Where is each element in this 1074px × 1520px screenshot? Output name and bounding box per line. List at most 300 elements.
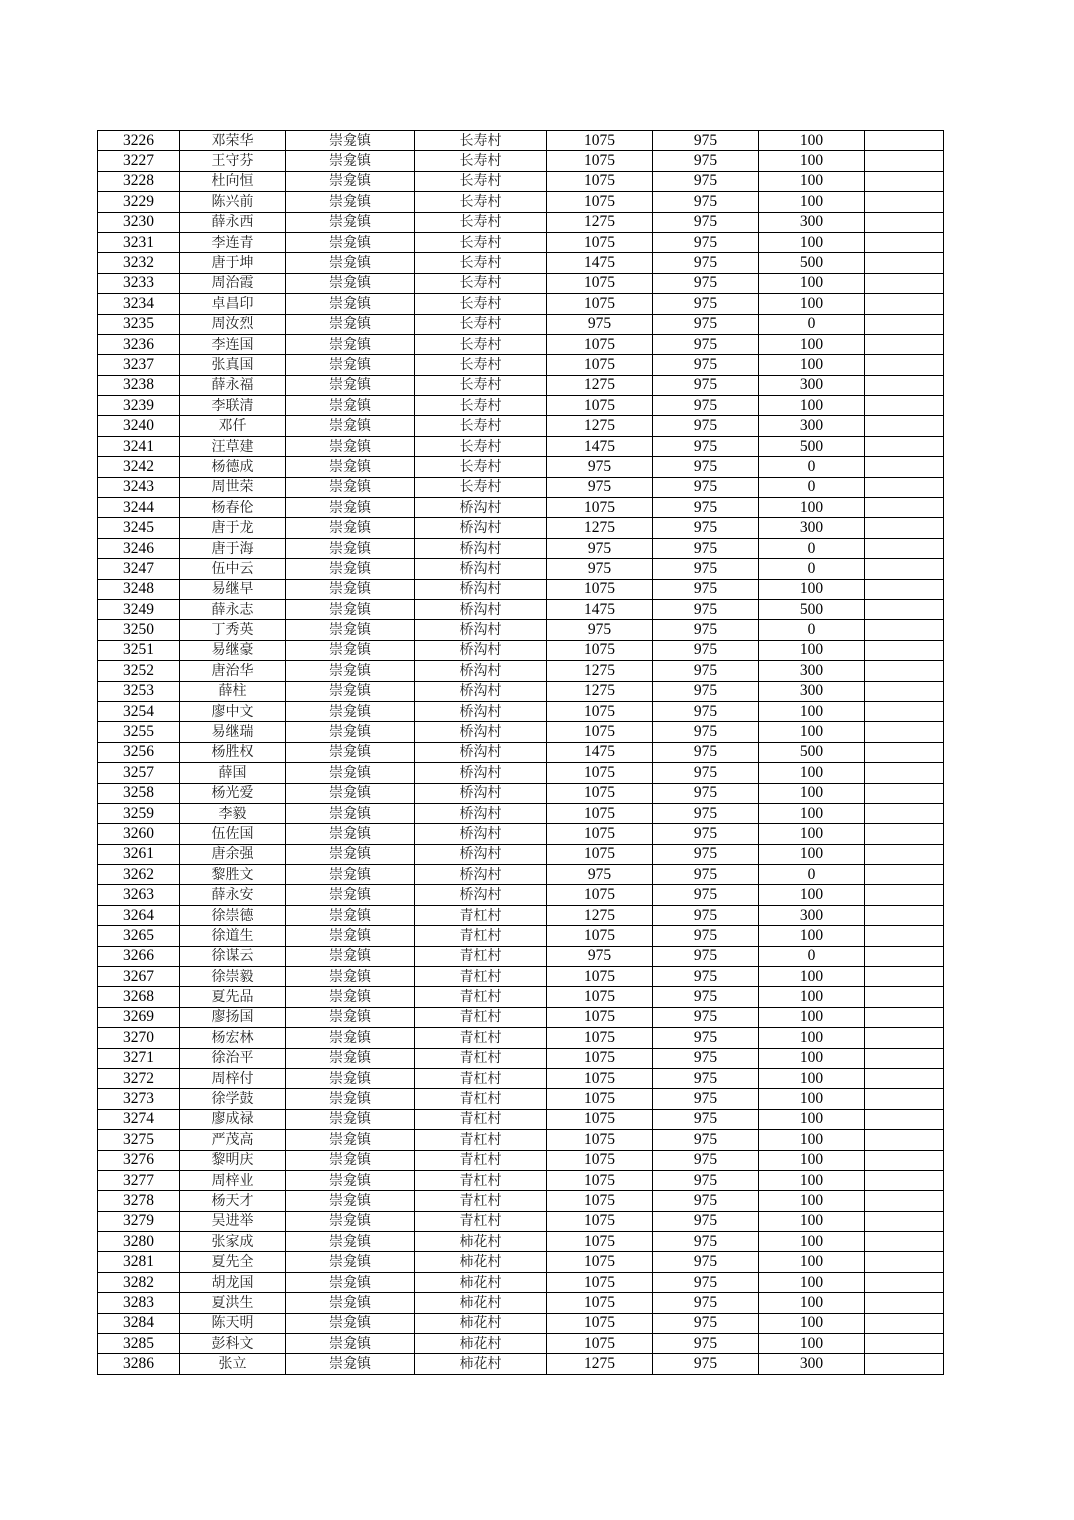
difference-cell: 0 (759, 946, 865, 966)
table-row (98, 294, 944, 314)
name-cell: 周梓付 (180, 1068, 286, 1088)
difference-cell: 500 (759, 742, 865, 762)
standard-cell: 975 (653, 1252, 759, 1272)
amount-cell: 975 (547, 865, 653, 885)
table-row (98, 151, 944, 171)
name-cell: 李毅 (180, 803, 286, 823)
table-row (98, 314, 944, 334)
town-cell: 崇龛镇 (286, 1313, 415, 1333)
remark-cell (865, 375, 944, 395)
difference-cell: 100 (759, 783, 865, 803)
village-cell: 柿花村 (415, 1354, 547, 1374)
town-cell: 崇龛镇 (286, 885, 415, 905)
name-cell: 伍佐国 (180, 824, 286, 844)
town-cell: 崇龛镇 (286, 518, 415, 538)
table-row (98, 1252, 944, 1272)
town-cell: 崇龛镇 (286, 294, 415, 314)
difference-cell: 100 (759, 232, 865, 252)
remark-cell (865, 232, 944, 252)
amount-cell: 1075 (547, 824, 653, 844)
id-cell: 3257 (98, 763, 180, 783)
amount-cell: 1075 (547, 967, 653, 987)
standard-cell: 975 (653, 151, 759, 171)
amount-cell: 1075 (547, 151, 653, 171)
name-cell: 张真国 (180, 355, 286, 375)
id-cell: 3255 (98, 722, 180, 742)
standard-cell: 975 (653, 273, 759, 293)
remark-cell (865, 681, 944, 701)
town-cell: 崇龛镇 (286, 783, 415, 803)
table-row (98, 232, 944, 252)
table-row (98, 1109, 944, 1129)
amount-cell: 1075 (547, 1089, 653, 1109)
table-row (98, 1130, 944, 1150)
remark-cell (865, 783, 944, 803)
difference-cell: 0 (759, 559, 865, 579)
standard-cell: 975 (653, 722, 759, 742)
remark-cell (865, 538, 944, 558)
difference-cell: 300 (759, 661, 865, 681)
table-row (98, 1068, 944, 1088)
name-cell: 薛永志 (180, 599, 286, 619)
name-cell: 汪草建 (180, 436, 286, 456)
id-cell: 3272 (98, 1068, 180, 1088)
id-cell: 3286 (98, 1354, 180, 1374)
id-cell: 3246 (98, 538, 180, 558)
standard-cell: 975 (653, 334, 759, 354)
town-cell: 崇龛镇 (286, 1334, 415, 1354)
village-cell: 长寿村 (415, 192, 547, 212)
amount-cell: 1075 (547, 294, 653, 314)
table-row (98, 457, 944, 477)
standard-cell: 975 (653, 1211, 759, 1231)
standard-cell: 975 (653, 436, 759, 456)
difference-cell: 100 (759, 192, 865, 212)
standard-cell: 975 (653, 212, 759, 232)
amount-cell: 975 (547, 620, 653, 640)
table-row (98, 967, 944, 987)
village-cell: 桥沟村 (415, 701, 547, 721)
difference-cell: 100 (759, 171, 865, 191)
town-cell: 崇龛镇 (286, 946, 415, 966)
standard-cell: 975 (653, 599, 759, 619)
standard-cell: 975 (653, 192, 759, 212)
difference-cell: 100 (759, 1211, 865, 1231)
amount-cell: 1075 (547, 131, 653, 151)
amount-cell: 1075 (547, 926, 653, 946)
amount-cell: 1275 (547, 518, 653, 538)
table-row (98, 905, 944, 925)
amount-cell: 1275 (547, 1354, 653, 1374)
table-row (98, 1089, 944, 1109)
remark-cell (865, 967, 944, 987)
id-cell: 3269 (98, 1007, 180, 1027)
standard-cell: 975 (653, 987, 759, 1007)
table-row (98, 763, 944, 783)
standard-cell: 975 (653, 803, 759, 823)
town-cell: 崇龛镇 (286, 926, 415, 946)
id-cell: 3261 (98, 844, 180, 864)
remark-cell (865, 1089, 944, 1109)
id-cell: 3231 (98, 232, 180, 252)
town-cell: 崇龛镇 (286, 1272, 415, 1292)
id-cell: 3245 (98, 518, 180, 538)
name-cell: 杨宏林 (180, 1028, 286, 1048)
name-cell: 易继瑞 (180, 722, 286, 742)
difference-cell: 100 (759, 1272, 865, 1292)
difference-cell: 300 (759, 416, 865, 436)
table-row (98, 1272, 944, 1292)
difference-cell: 0 (759, 457, 865, 477)
id-cell: 3226 (98, 131, 180, 151)
remark-cell (865, 1211, 944, 1231)
table-row (98, 1293, 944, 1313)
town-cell: 崇龛镇 (286, 538, 415, 558)
standard-cell: 975 (653, 926, 759, 946)
remark-cell (865, 273, 944, 293)
difference-cell: 100 (759, 1089, 865, 1109)
remark-cell (865, 1028, 944, 1048)
difference-cell: 100 (759, 824, 865, 844)
town-cell: 崇龛镇 (286, 1232, 415, 1252)
amount-cell: 1275 (547, 375, 653, 395)
table-body (98, 131, 944, 1375)
standard-cell: 975 (653, 579, 759, 599)
remark-cell (865, 763, 944, 783)
village-cell: 青杠村 (415, 1150, 547, 1170)
town-cell: 崇龛镇 (286, 273, 415, 293)
amount-cell: 1075 (547, 498, 653, 518)
village-cell: 青杠村 (415, 1170, 547, 1190)
village-cell: 青杠村 (415, 967, 547, 987)
amount-cell: 1075 (547, 1272, 653, 1292)
amount-cell: 1075 (547, 192, 653, 212)
name-cell: 杨德成 (180, 457, 286, 477)
village-cell: 桥沟村 (415, 661, 547, 681)
town-cell: 崇龛镇 (286, 1089, 415, 1109)
remark-cell (865, 1293, 944, 1313)
amount-cell: 1075 (547, 1313, 653, 1333)
standard-cell: 975 (653, 518, 759, 538)
village-cell: 长寿村 (415, 457, 547, 477)
standard-cell: 975 (653, 416, 759, 436)
name-cell: 唐治华 (180, 661, 286, 681)
standard-cell: 975 (653, 314, 759, 334)
town-cell: 崇龛镇 (286, 457, 415, 477)
town-cell: 崇龛镇 (286, 1170, 415, 1190)
amount-cell: 1275 (547, 905, 653, 925)
village-cell: 柿花村 (415, 1313, 547, 1333)
village-cell: 青杠村 (415, 1028, 547, 1048)
remark-cell (865, 1109, 944, 1129)
name-cell: 黎胜文 (180, 865, 286, 885)
standard-cell: 975 (653, 1232, 759, 1252)
village-cell: 长寿村 (415, 131, 547, 151)
name-cell: 薛国 (180, 763, 286, 783)
table-row (98, 803, 944, 823)
standard-cell: 975 (653, 375, 759, 395)
difference-cell: 100 (759, 1170, 865, 1190)
name-cell: 邓仟 (180, 416, 286, 436)
difference-cell: 0 (759, 620, 865, 640)
village-cell: 柿花村 (415, 1272, 547, 1292)
name-cell: 伍中云 (180, 559, 286, 579)
id-cell: 3280 (98, 1232, 180, 1252)
name-cell: 周治霞 (180, 273, 286, 293)
id-cell: 3237 (98, 355, 180, 375)
name-cell: 徐崇德 (180, 905, 286, 925)
amount-cell: 1075 (547, 1211, 653, 1231)
id-cell: 3247 (98, 559, 180, 579)
difference-cell: 500 (759, 599, 865, 619)
standard-cell: 975 (653, 1068, 759, 1088)
remark-cell (865, 1068, 944, 1088)
table-row (98, 1211, 944, 1231)
village-cell: 长寿村 (415, 355, 547, 375)
difference-cell: 100 (759, 640, 865, 660)
amount-cell: 1075 (547, 579, 653, 599)
standard-cell: 975 (653, 620, 759, 640)
table-row (98, 640, 944, 660)
table-row (98, 192, 944, 212)
remark-cell (865, 294, 944, 314)
standard-cell: 975 (653, 294, 759, 314)
id-cell: 3273 (98, 1089, 180, 1109)
id-cell: 3252 (98, 661, 180, 681)
remark-cell (865, 824, 944, 844)
id-cell: 3258 (98, 783, 180, 803)
id-cell: 3256 (98, 742, 180, 762)
town-cell: 崇龛镇 (286, 1048, 415, 1068)
village-cell: 桥沟村 (415, 620, 547, 640)
name-cell: 唐于海 (180, 538, 286, 558)
village-cell: 青杠村 (415, 926, 547, 946)
name-cell: 周汝烈 (180, 314, 286, 334)
remark-cell (865, 518, 944, 538)
remark-cell (865, 661, 944, 681)
name-cell: 李联清 (180, 396, 286, 416)
id-cell: 3232 (98, 253, 180, 273)
village-cell: 长寿村 (415, 151, 547, 171)
remark-cell (865, 171, 944, 191)
remark-cell (865, 1334, 944, 1354)
standard-cell: 975 (653, 1109, 759, 1129)
id-cell: 3248 (98, 579, 180, 599)
remark-cell (865, 926, 944, 946)
difference-cell: 300 (759, 681, 865, 701)
table-row (98, 273, 944, 293)
amount-cell: 1475 (547, 599, 653, 619)
name-cell: 易继豪 (180, 640, 286, 660)
difference-cell: 100 (759, 1293, 865, 1313)
remark-cell (865, 355, 944, 375)
difference-cell: 100 (759, 1191, 865, 1211)
remark-cell (865, 1170, 944, 1190)
difference-cell: 100 (759, 763, 865, 783)
town-cell: 崇龛镇 (286, 599, 415, 619)
village-cell: 长寿村 (415, 232, 547, 252)
table-row (98, 579, 944, 599)
amount-cell: 1075 (547, 273, 653, 293)
amount-cell: 1075 (547, 1170, 653, 1190)
id-cell: 3242 (98, 457, 180, 477)
id-cell: 3254 (98, 701, 180, 721)
standard-cell: 975 (653, 131, 759, 151)
table-row (98, 865, 944, 885)
name-cell: 易继早 (180, 579, 286, 599)
village-cell: 青杠村 (415, 1068, 547, 1088)
remark-cell (865, 885, 944, 905)
standard-cell: 975 (653, 1293, 759, 1313)
difference-cell: 100 (759, 131, 865, 151)
remark-cell (865, 742, 944, 762)
remark-cell (865, 457, 944, 477)
name-cell: 邓荣华 (180, 131, 286, 151)
name-cell: 陈兴前 (180, 192, 286, 212)
village-cell: 长寿村 (415, 477, 547, 497)
difference-cell: 100 (759, 926, 865, 946)
amount-cell: 1475 (547, 436, 653, 456)
village-cell: 青杠村 (415, 1211, 547, 1231)
difference-cell: 100 (759, 987, 865, 1007)
name-cell: 杜向恒 (180, 171, 286, 191)
amount-cell: 1075 (547, 1068, 653, 1088)
remark-cell (865, 987, 944, 1007)
name-cell: 卓昌印 (180, 294, 286, 314)
village-cell: 长寿村 (415, 416, 547, 436)
town-cell: 崇龛镇 (286, 334, 415, 354)
town-cell: 崇龛镇 (286, 844, 415, 864)
id-cell: 3285 (98, 1334, 180, 1354)
remark-cell (865, 314, 944, 334)
amount-cell: 1075 (547, 232, 653, 252)
name-cell: 杨胜权 (180, 742, 286, 762)
remark-cell (865, 1272, 944, 1292)
amount-cell: 1075 (547, 722, 653, 742)
village-cell: 桥沟村 (415, 579, 547, 599)
town-cell: 崇龛镇 (286, 559, 415, 579)
difference-cell: 100 (759, 844, 865, 864)
id-cell: 3264 (98, 905, 180, 925)
town-cell: 崇龛镇 (286, 232, 415, 252)
town-cell: 崇龛镇 (286, 1252, 415, 1272)
remark-cell (865, 559, 944, 579)
town-cell: 崇龛镇 (286, 1068, 415, 1088)
amount-cell: 1075 (547, 1130, 653, 1150)
amount-cell: 1075 (547, 1293, 653, 1313)
id-cell: 3244 (98, 498, 180, 518)
standard-cell: 975 (653, 355, 759, 375)
difference-cell: 100 (759, 273, 865, 293)
village-cell: 柿花村 (415, 1252, 547, 1272)
id-cell: 3268 (98, 987, 180, 1007)
difference-cell: 0 (759, 865, 865, 885)
difference-cell: 100 (759, 722, 865, 742)
id-cell: 3249 (98, 599, 180, 619)
town-cell: 崇龛镇 (286, 1007, 415, 1027)
id-cell: 3281 (98, 1252, 180, 1272)
standard-cell: 975 (653, 477, 759, 497)
village-cell: 长寿村 (415, 375, 547, 395)
village-cell: 长寿村 (415, 171, 547, 191)
table-row (98, 844, 944, 864)
name-cell: 唐余强 (180, 844, 286, 864)
village-cell: 青杠村 (415, 946, 547, 966)
name-cell: 杨春伦 (180, 498, 286, 518)
name-cell: 李连青 (180, 232, 286, 252)
standard-cell: 975 (653, 1150, 759, 1170)
difference-cell: 500 (759, 436, 865, 456)
id-cell: 3236 (98, 334, 180, 354)
town-cell: 崇龛镇 (286, 171, 415, 191)
remark-cell (865, 599, 944, 619)
amount-cell: 1275 (547, 681, 653, 701)
standard-cell: 975 (653, 844, 759, 864)
amount-cell: 1075 (547, 396, 653, 416)
town-cell: 崇龛镇 (286, 967, 415, 987)
table-row (98, 824, 944, 844)
difference-cell: 100 (759, 1068, 865, 1088)
standard-cell: 975 (653, 824, 759, 844)
difference-cell: 100 (759, 1109, 865, 1129)
remark-cell (865, 905, 944, 925)
amount-cell: 1075 (547, 334, 653, 354)
id-cell: 3274 (98, 1109, 180, 1129)
id-cell: 3262 (98, 865, 180, 885)
standard-cell: 975 (653, 865, 759, 885)
town-cell: 崇龛镇 (286, 1211, 415, 1231)
id-cell: 3250 (98, 620, 180, 640)
town-cell: 崇龛镇 (286, 477, 415, 497)
name-cell: 徐崇毅 (180, 967, 286, 987)
amount-cell: 1075 (547, 1191, 653, 1211)
remark-cell (865, 131, 944, 151)
name-cell: 薛永安 (180, 885, 286, 905)
town-cell: 崇龛镇 (286, 1191, 415, 1211)
id-cell: 3282 (98, 1272, 180, 1292)
standard-cell: 975 (653, 396, 759, 416)
village-cell: 桥沟村 (415, 640, 547, 660)
name-cell: 胡龙国 (180, 1272, 286, 1292)
town-cell: 崇龛镇 (286, 579, 415, 599)
id-cell: 3260 (98, 824, 180, 844)
village-cell: 桥沟村 (415, 865, 547, 885)
town-cell: 崇龛镇 (286, 640, 415, 660)
town-cell: 崇龛镇 (286, 742, 415, 762)
id-cell: 3251 (98, 640, 180, 660)
amount-cell: 1275 (547, 661, 653, 681)
table-row (98, 436, 944, 456)
standard-cell: 975 (653, 661, 759, 681)
difference-cell: 100 (759, 1252, 865, 1272)
village-cell: 长寿村 (415, 436, 547, 456)
id-cell: 3278 (98, 1191, 180, 1211)
amount-cell: 1475 (547, 253, 653, 273)
difference-cell: 100 (759, 1130, 865, 1150)
difference-cell: 100 (759, 355, 865, 375)
table-row (98, 559, 944, 579)
village-cell: 桥沟村 (415, 783, 547, 803)
amount-cell: 1075 (547, 1334, 653, 1354)
table-row (98, 1232, 944, 1252)
village-cell: 青杠村 (415, 1048, 547, 1068)
remark-cell (865, 701, 944, 721)
difference-cell: 100 (759, 803, 865, 823)
difference-cell: 0 (759, 477, 865, 497)
name-cell: 丁秀英 (180, 620, 286, 640)
difference-cell: 100 (759, 1150, 865, 1170)
standard-cell: 975 (653, 1354, 759, 1374)
